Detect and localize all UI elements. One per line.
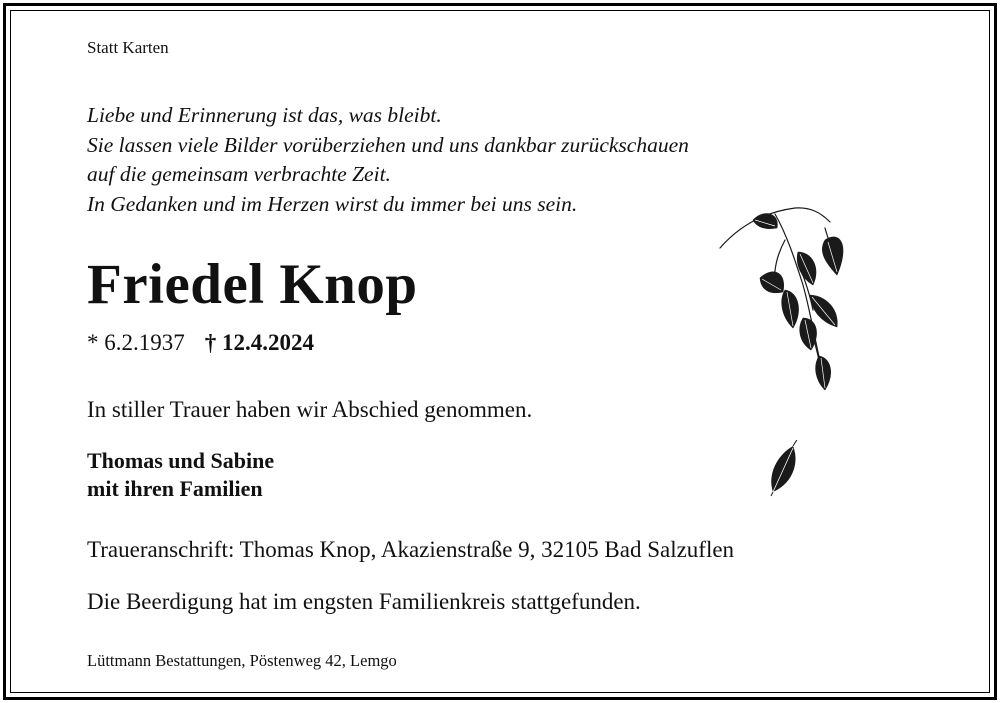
birth-date: * 6.2.1937 [87, 330, 185, 355]
mourners [87, 447, 274, 503]
poem-line: In Gedanken und im Herzen wirst du immer bei uns sein. [87, 191, 578, 216]
mourner-line: Thomas und Sabine [87, 448, 275, 473]
deceased-name: Friedel Knop [87, 253, 418, 316]
falling-leaf-icon [765, 440, 805, 500]
birch-branch-icon [715, 200, 855, 400]
mourner-line: mit ihren Familien [87, 476, 263, 501]
poem-line: Sie lassen viele Bilder vorüberziehen und uns dankbar zurückschauen [87, 132, 689, 157]
death-date: † 12.4.2024 [204, 330, 314, 355]
life-dates [87, 330, 314, 356]
poem [87, 101, 689, 219]
poem-line: Liebe und Erinnerung ist das, was bleibt. [87, 103, 442, 127]
burial-note: Die Beerdigung hat im engsten Familienkreis stattgefunden. [87, 589, 641, 614]
header-text: Statt Karten [87, 38, 169, 57]
farewell-text: In stiller Trauer haben wir Abschied genommen. [87, 397, 533, 422]
mourning-address: Traueranschrift: Thomas Knop, Akazienstraße 9, 32105 Bad Salzuflen [87, 537, 735, 562]
funeral-home: Lüttmann Bestattungen, Pöstenweg 42, Lemgo [87, 651, 397, 670]
poem-line: auf die gemeinsam verbrachte Zeit. [87, 162, 391, 186]
